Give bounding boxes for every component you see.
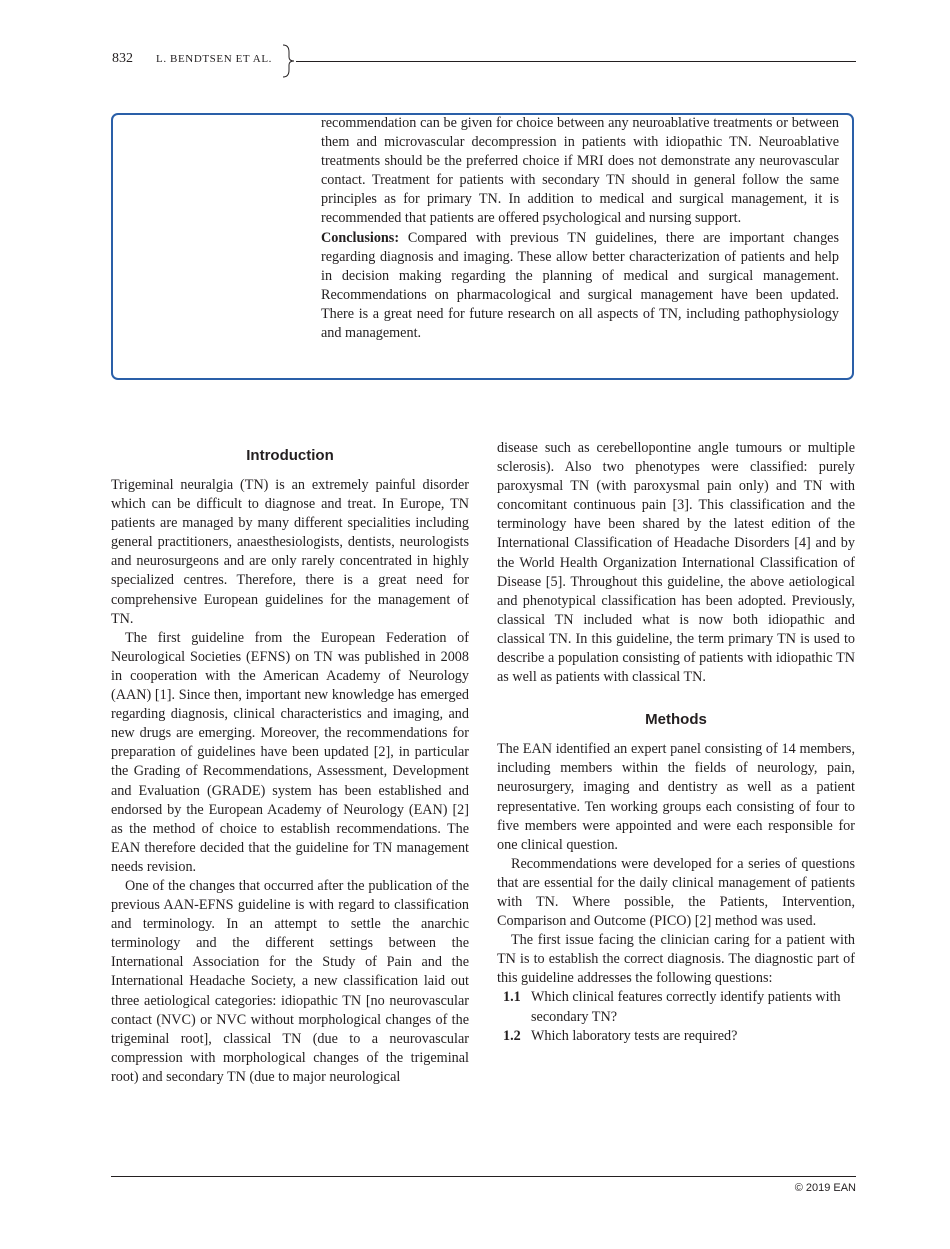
intro-paragraph-2: The first guideline from the European Federation of Neurological Societies (EFNS) on TN was published in 2008 in cooperation with the American Academy of Neurology (AAN) [1]. Since then, important new knowledge has emerged regarding diagnosis, clinical characteristics and imaging, and new drugs are emerging. Moreover, the recommendations for preparation of guidelines have been updated [2], in particular the Grading of Recommendations, Assessment, Development and Evaluation (GRADE) system has been established and endorsed by the European Academy of Neurology (EAN) [2] as the method of choice to establish recommendations. The EAN therefore decided that the guideline for TN management needs revision. bbox=[111, 629, 469, 875]
abstract-results-continued: recommendation can be given for choice between any neuroablative treatments or between them and microvascular decompression in patients with idiopathic TN. Neuroablative treatments should be the preferred choice if MRI does not demonstrate any neurovascular contact. Treatment for patients with secondary TN should in general follow the same principles as for primary TN. In addition to medical and surgical management, it is recommended that patients are offered psychological and nursing support. bbox=[321, 115, 839, 227]
right-column bbox=[497, 439, 855, 1046]
running-head-authors: L. BENDTSEN ET AL. bbox=[156, 53, 273, 65]
intro-paragraph-3: One of the changes that occurred after the publication of the previous AAN-EFNS guideline is with regard to classification and terminology. In an attempt to settle the anarchic terminology and the different settings between the International Association for the Study of Pain and the International Headache Society, a new classification laid out three aetiological categories: idiopathic TN [no neurovascular contact (NVC) or NVC without morphological changes of the trigeminal root], classical TN (due to a neurovascular compression with morphological changes of the trigeminal root) and secondary TN (due to major neurological bbox=[111, 877, 469, 1085]
methods-paragraph-2: Recommendations were developed for a series of questions that are essential for the daily clinical management of patients with TN. Where possible, the Patients, Intervention, Comparison and Outcome (PICO) [2] method was used. bbox=[497, 855, 855, 930]
introduction-heading: Introduction bbox=[246, 447, 334, 464]
question-text: Which clinical features correctly identify patients with secondary TN? bbox=[531, 989, 841, 1025]
header-rule bbox=[296, 61, 856, 62]
header-bracket-icon bbox=[282, 44, 296, 78]
question-number: 1.1 bbox=[503, 989, 521, 1006]
methods-paragraph-1: The EAN identified an expert panel consisting of 14 members, including members within the fields of neurology, pain, neurosurgery, imaging and dentistry as well as a patient representative. Ten working groups each consisting of four to five members were appointed and were each responsible for one clinical question. bbox=[497, 741, 855, 853]
page-number: 832 bbox=[112, 51, 133, 66]
intro-paragraph-1: Trigeminal neuralgia (TN) is an extremely painful disorder which can be difficult to diagnose and treat. In Europe, TN patients are managed by many different specialities including general practitioners, anaesthesiologists, dentists, neurologists and neurosurgeons and are only rarely concentrated in highly specialized centres. Therefore, there is a great need for comprehensive European guidelines for the management of TN. bbox=[111, 477, 469, 627]
left-column bbox=[111, 445, 469, 1087]
intro-continuation: disease such as cerebellopontine angle tumours or multiple sclerosis). Also two phenotypes were classified: purely paroxysmal TN (with paroxysmal pain only) and TN with concomitant continuous pain [3]. This classification and the terminology have been shared by the latest edition of the International Classification of Headache Disorders [4] and by the World Health Organization International Classification of Disease [5]. Throughout this guideline, the above aetiological and phenotypical classification has been adopted. Previously, classical TN included what is now both idiopathic and classical TN. In this guideline, the term primary TN is used to describe a population consisting of patients with idiopathic TN as well as patients with classical TN. bbox=[497, 440, 855, 686]
list-item bbox=[503, 988, 855, 1026]
footer-rule bbox=[111, 1176, 856, 1177]
running-head bbox=[112, 44, 856, 80]
question-number: 1.2 bbox=[503, 1027, 521, 1044]
diagnostic-questions-list bbox=[497, 988, 855, 1045]
copyright-notice: © 2019 EAN bbox=[794, 1182, 856, 1194]
methods-heading: Methods bbox=[645, 711, 707, 729]
conclusions-text: Compared with previous TN guidelines, there are important changes regarding diagnosis and imaging. These allow better characterization of patients and help in decision making regarding the planning of medical and surgical management. Recommendations on pharmacological and surgical management have been updated. There is a great need for future research on all aspects of TN, including pathophysiology and management. bbox=[321, 229, 839, 342]
list-item bbox=[503, 1027, 855, 1046]
methods-paragraph-3: The first issue facing the clinician caring for a patient with TN is to establish the correct diagnosis. The diagnostic part of this guideline addresses the following questions: bbox=[497, 932, 855, 987]
conclusions-label: Conclusions: bbox=[321, 229, 400, 246]
abstract-continued bbox=[321, 114, 839, 343]
question-text: Which laboratory tests are required? bbox=[531, 1027, 738, 1044]
abstract-conclusions bbox=[321, 229, 839, 344]
